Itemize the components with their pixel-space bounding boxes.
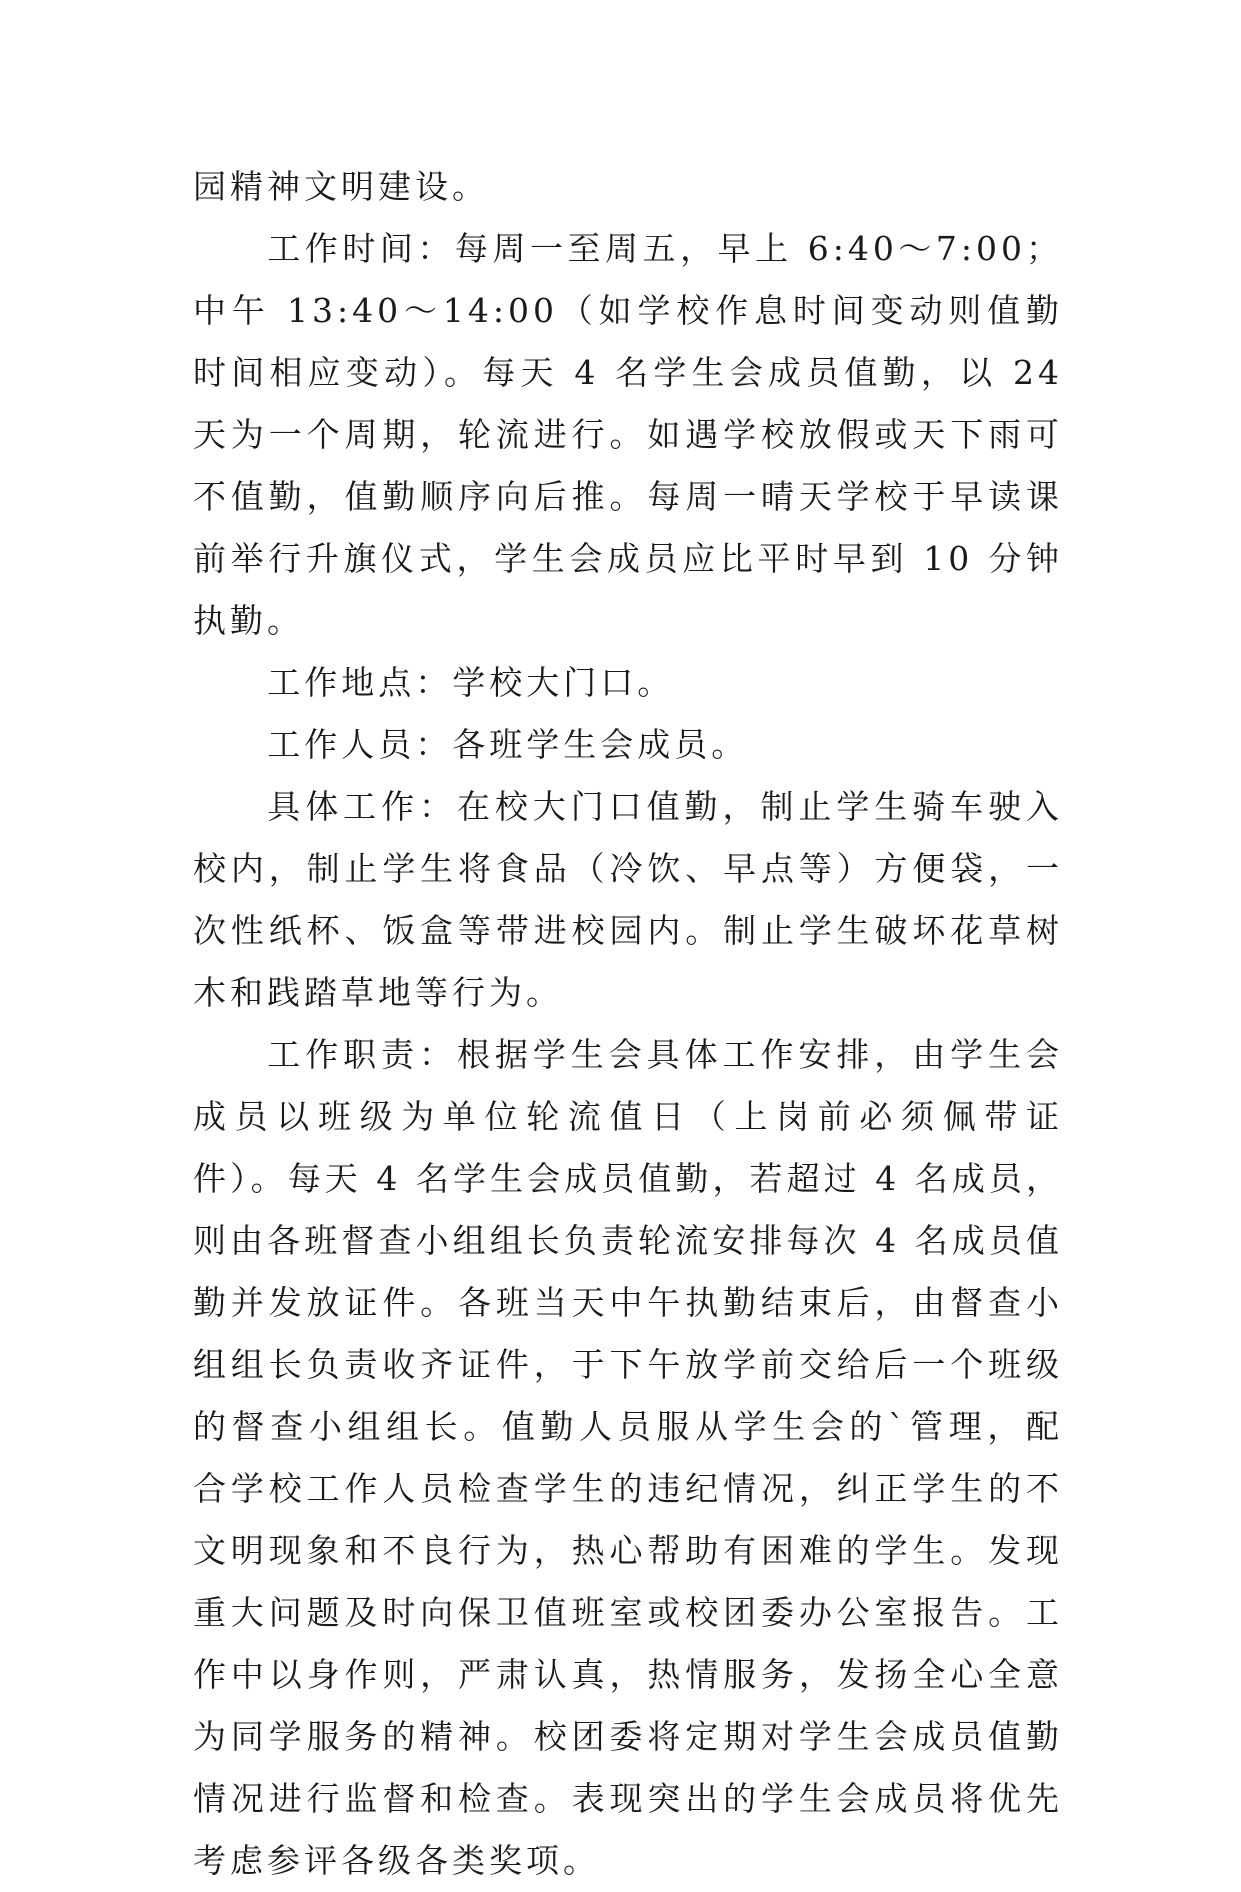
- paragraph-continuation: 园精神文明建设。: [193, 167, 489, 206]
- document-body: [193, 156, 1063, 1892]
- paragraph-work-time: 工作时间：每周一至周五，早上 6:40～7:00；中午 13:40～14:00（如学校作息时间变动则值勤时间相应变动）。每天 4 名学生会成员值勤，以 24 天为一个周期，轮流进行。如遇学校放假或天下雨可不值勤，值勤顺序向后推。每周一晴天学校于早读课前举行升旗仪式，学生会成员应比平时早到 10 分钟执勤。: [193, 229, 1063, 640]
- paragraph-specific-work: 具体工作：在校大门口值勤，制止学生骑车驶入校内，制止学生将食品（冷饮、早点等）方便袋，一次性纸杯、饭盒等带进校园内。制止学生破坏花草树木和践踏草地等行为。: [193, 787, 1063, 1012]
- paragraph-work-location: 工作地点：学校大门口。: [267, 663, 675, 702]
- paragraph-work-staff: 工作人员：各班学生会成员。: [267, 725, 749, 764]
- paragraph-work-duties: 工作职责：根据学生会具体工作安排，由学生会成员以班级为单位轮流值日（上岗前必须佩带证件）。每天 4 名学生会成员值勤，若超过 4 名成员，则由各班督查小组组长负责轮流安排每次 4 名成员值勤并发放证件。各班当天中午执勤结束后，由督查小组组长负责收齐证件，于下午放学前交给后一个班级的督查小组组长。值勤人员服从学生会的`管理，配合学校工作人员检查学生的违纪情况，纠正学生的不文明现象和不良行为，热心帮助有困难的学生。发现重大问题及时向保卫值班室或校团委办公室报告。工作中以身作则，严肃认真，热情服务，发扬全心全意为同学服务的精神。校团委将定期对学生会成员值勤情况进行监督和检查。表现突出的学生会成员将优先考虑参评各级各类奖项。: [193, 1035, 1063, 1880]
